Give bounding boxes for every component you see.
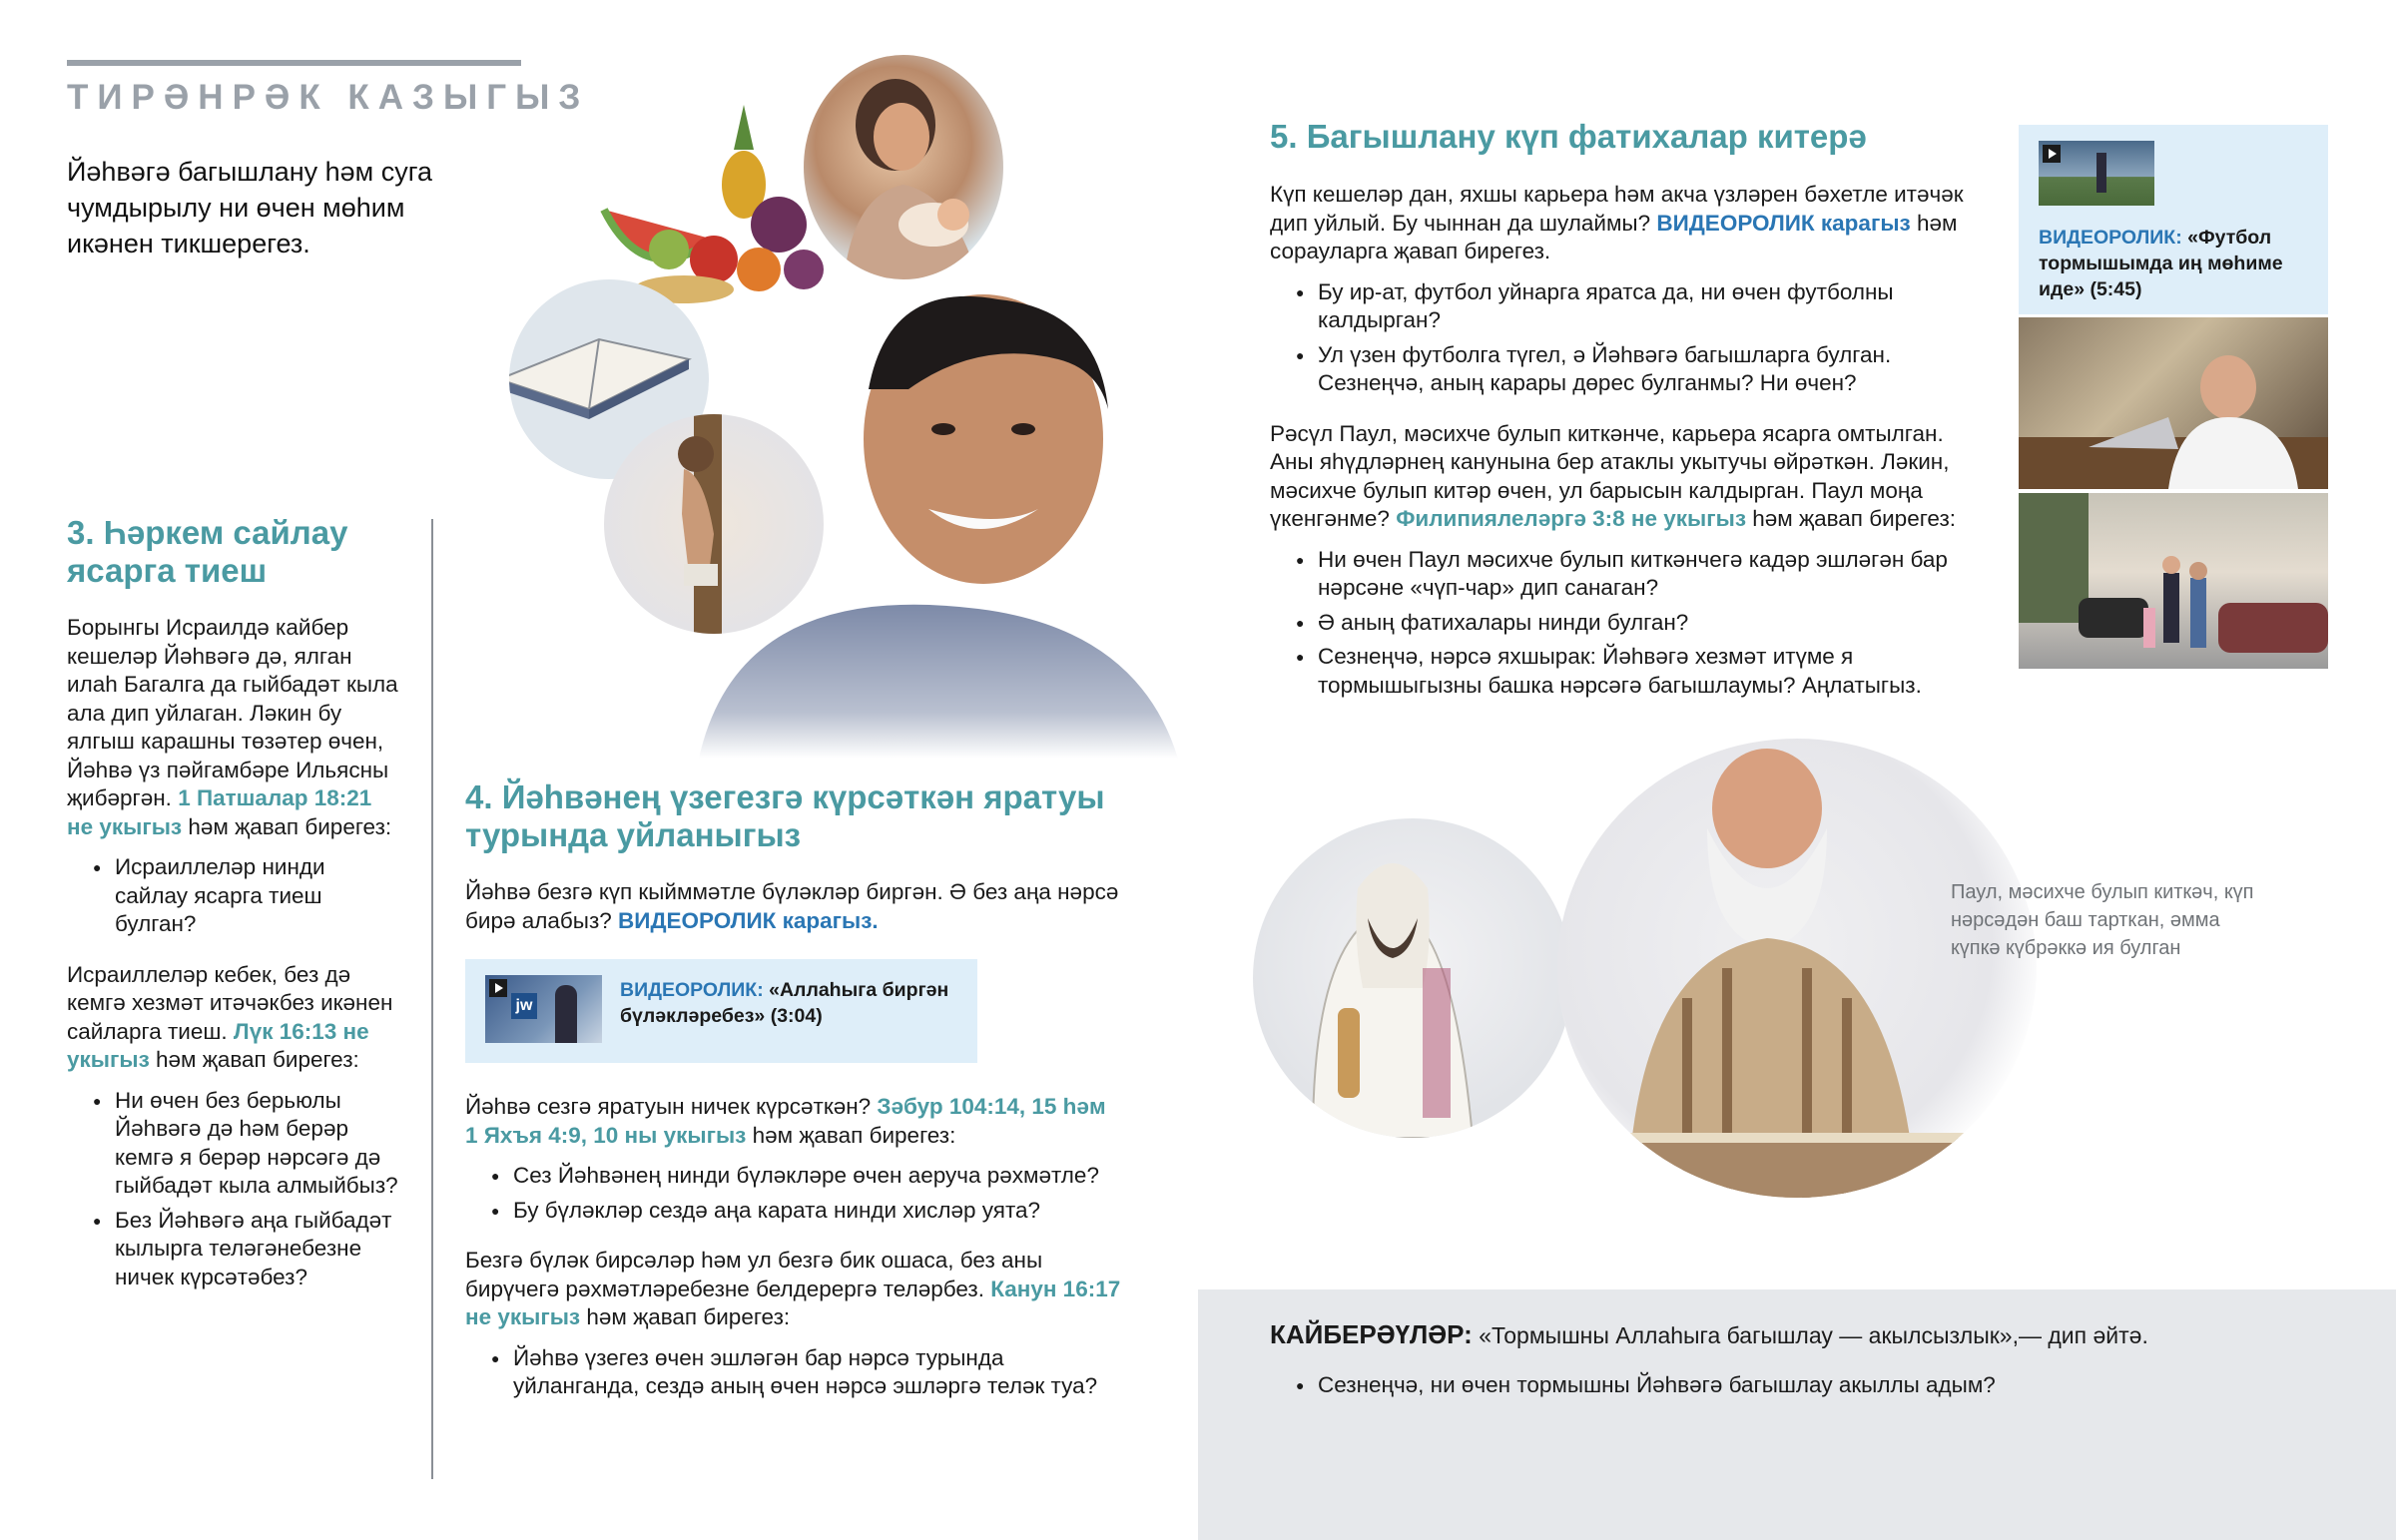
section-5-prompt-2: һәм җавап бирегез: [1752, 506, 1957, 531]
list-item: ● Бу бүләкләр сездә аңа карата нинди хисләр уята? [465, 1197, 1124, 1226]
play-icon[interactable] [2043, 145, 2061, 163]
some-say-quote: «Тормышны Аллаһыга багышлау — акылсызлык»,— дип әйтә. [1479, 1322, 2148, 1348]
section-4-paragraph-3: Безгә бүләк бирсәләр һәм ул безгә бик ошаса, без аны бирүчегә рәхмәтләребезне белдерергә теләрбез. [465, 1248, 1043, 1301]
section-3 [67, 514, 401, 1297]
section-5-paragraph-2: Рәсүл Паул, мәсихче булып киткәнче, карьера ясарга омтылган. Аны яһүдләрнең канунына бер атаклы укытучы өйрәткән. Ләкин, мәсихче булып китәр өчен, ул барысын калдырган. Паул моңа үкенгәнме? [1270, 420, 1950, 531]
section-4-question-list-1 [465, 1162, 1124, 1225]
list-item: ● Бу ир-ат, футбол уйнарга яратса да, ни өчен футболны калдырган? [1270, 278, 1969, 335]
section-4-question-list-2 [465, 1344, 1124, 1401]
section-4-video-card[interactable] [465, 959, 977, 1063]
play-icon[interactable] [489, 979, 507, 997]
section-3-question-list-2 [67, 1087, 401, 1292]
list-item: ● Ни өчен без берьюлы Йәһвәгә дә һәм берәр кемгә я берәр нәрсәгә дә гыйбадәт кыла алмыйбыз? [67, 1087, 401, 1201]
section-4-prompt-1: һәм җавап бирегез: [752, 1122, 956, 1148]
section-3-scripture-link-1[interactable]: 1 Патшалар 18:21 не укыгыз [67, 785, 372, 839]
section-3-paragraph-2: Исраиллеләр кебек, без дә кемгә хезмәт итәчәкбез икәнен сайларга тиеш. [67, 961, 393, 1044]
man-at-laptop-photo [2019, 317, 2328, 489]
paul-caption: Паул, мәсихче булып киткәч, күп нәрсәдән баш тарткан, әмма күпкә күбрәккә ия булган [1951, 881, 2254, 959]
list-item: ● Без Йәһвәгә аңа гыйбадәт кылырга теләгәнебезне ничек күрсәтәбез? [67, 1207, 401, 1292]
section-4-prompt-2: һәм җавап бирегез: [586, 1304, 791, 1329]
section-5-question-list-1 [1270, 278, 1969, 398]
section-5-video-label: ВИДЕОРОЛИК: [2039, 227, 2182, 249]
section-3-prompt-2: һәм җавап бирегез: [156, 1047, 359, 1072]
section-5-question-list-2 [1270, 546, 1969, 701]
intro-text: Йәһвәгә багышлану һәм суга чумдырылу ни өчен мөһим икәнен тикшерегез. [67, 157, 432, 258]
section-3-heading: 3. Һәркем сайлау ясарга тиеш [67, 514, 348, 589]
section-4-video-title[interactable]: «Аллаһыга биргән бүләкләребез» (3:04) [620, 979, 949, 1027]
page-title: ТИРӘНРӘК КАЗЫГЫЗ [67, 78, 590, 117]
list-item: ● Исраиллеләр нинди сайлау ясарга тиеш булган? [67, 853, 401, 939]
section-5-video-link[interactable]: ВИДЕОРОЛИК карагыз [1656, 210, 1911, 236]
section-3-scripture-link-2[interactable]: Лүк 16:13 не укыгыз [67, 1018, 369, 1072]
section-4-video-label: ВИДЕОРОЛИК: [620, 979, 764, 1001]
section-4-paragraph-2: Йәһвә сезгә яратуын ничек күрсәткән? [465, 1094, 872, 1119]
section-3-prompt-1: һәм җавап бирегез: [188, 813, 392, 839]
section-4-video-link[interactable]: ВИДЕОРОЛИК карагыз. [618, 907, 879, 933]
some-say-panel [1198, 1289, 2396, 1540]
section-5-scripture-link[interactable]: Филипиялеләргә 3:8 не укыгыз [1396, 506, 1746, 531]
list-item: ● Сез Йәһвәнең нинди бүләкләре өчен аеруча рәхмәтле? [465, 1162, 1124, 1191]
section-5-video-card[interactable] [2019, 125, 2328, 314]
section-4 [465, 778, 1124, 1407]
paul-writing-illustration [1557, 739, 2037, 1198]
video-thumbnail[interactable] [485, 975, 602, 1043]
section-3-paragraph-1: Борынгы Исраилдә кайбер кешеләр Йәһвәгә дә, ялган илаһ Багалга да гыйбадәт кыла ала дип уйлаган. Ләкин бу ялгыш карашны төзәтер өчен, Йәһвә үз пәйгамбәре Ильясны җибәргән. [67, 615, 398, 810]
section-4-paragraph-1: Йәһвә безгә күп кыйммәтле бүләкләр биргән. Ә без аңа нәрсә бирә алабыз? [465, 879, 1119, 933]
section-5 [1270, 117, 1969, 706]
section-5-paragraph-1: Күп кешеләр дан, яхшы карьера һәм акча үзләрен бәхетле итәчәк дип уйлый. Бу чыннан да шулаймы? [1270, 182, 1964, 236]
header-rule [67, 60, 521, 66]
family-street-photo [2019, 493, 2328, 669]
some-say-label: КАЙБЕРӘҮЛӘР: [1270, 1319, 1473, 1349]
fruit-illustration [594, 90, 844, 309]
video-thumbnail[interactable] [2039, 141, 2154, 206]
column-divider [431, 519, 433, 1479]
section-5-heading: 5. Багышлану күп фатихалар китерә [1270, 118, 1867, 155]
some-say-question-list [1270, 1371, 2348, 1406]
section-4-scripture-link-2[interactable]: Канун 16:17 не укыгыз [465, 1276, 1121, 1329]
section-4-heading: 4. Йәһвәнең үзегезгә күрсәткән яратуы турында уйланыгыз [465, 778, 1105, 853]
section-5-video-title[interactable]: «Футбол тормышымда иң мөһиме иде» (5:45) [2039, 227, 2283, 300]
section-3-question-list-1 [67, 853, 401, 939]
paul-pharisee-illustration [1253, 818, 1572, 1138]
list-item: ● Ә аның фатихалары нинди булган? [1270, 609, 1969, 638]
list-item: ● Йәһвә үзегез өчен эшләгән бар нәрсә турында уйланганда, сездә аның өчен нәрсә эшләргә теләк туа? [465, 1344, 1124, 1401]
list-item: ● Сезнеңчә, ни өчен тормышны Йәһвәгә багышлау акыллы адым? [1270, 1371, 2348, 1400]
list-item: ● Ул үзен футболга түгел, ә Йәһвәгә багышларга булган. Сезнеңчә, аның карары дөрес булганмы? Ни өчен? [1270, 341, 1969, 398]
smiling-man-illustration [679, 279, 1178, 759]
section-5-prompt-1: һәм сорауларга җавап бирегез. [1270, 210, 1958, 263]
jw-logo-icon: jw [511, 993, 537, 1019]
list-item: ● Сезнеңчә, нәрсә яхшырак: Йәһвәгә хезмәт итүме я тормышыгызны башка нәрсәгә багышлаумы? Аңлатыгыз. [1270, 643, 1969, 700]
section-4-scripture-link-1[interactable]: Зәбур 104:14, 15 һәм 1 Яхъя 4:9, 10 ны укыгыз [465, 1094, 1106, 1148]
list-item: ● Ни өчен Паул мәсихче булып киткәнчегә кадәр эшләгән бар нәрсәне «чүп-чар» дип санаган? [1270, 546, 1969, 603]
